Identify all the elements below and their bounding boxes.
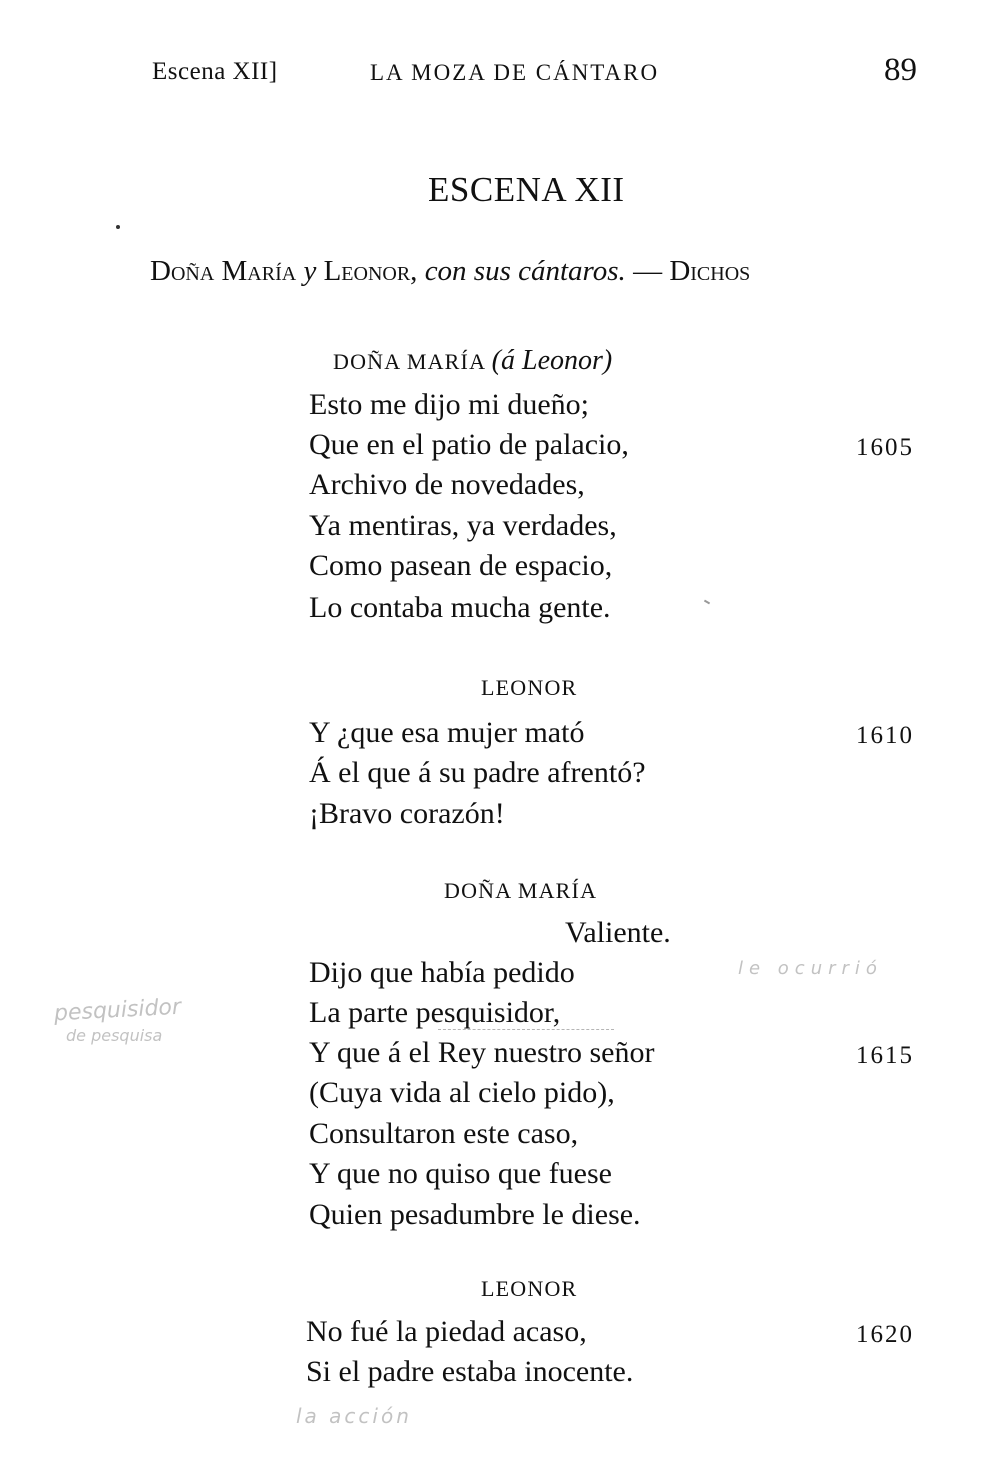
running-head-left: Escena XII] [152, 58, 278, 85]
verse-line: ¡Bravo corazón! [309, 797, 505, 830]
verse-line: No fué la piedad acaso, [306, 1315, 587, 1348]
verse-line: Quien pesadumbre le diese. [309, 1198, 641, 1231]
verse-line: Dijo que había pedido [309, 956, 575, 989]
cast-others: Dichos [669, 255, 751, 287]
verse-line: Lo contaba mucha gente. [309, 591, 611, 624]
pencil-underline [438, 1029, 614, 1030]
verse-line: Y ¿que esa mujer mató [309, 716, 585, 749]
page-number: 89 [884, 52, 917, 88]
verse-line: Ya mentiras, ya verdades, [309, 509, 617, 542]
verse-line: Á el que á su padre afrentó? [309, 756, 646, 789]
verse-line: Y que no quiso que fuese [309, 1157, 612, 1190]
line-number: 1605 [856, 434, 914, 461]
verse-line: Que en el patio de palacio, [309, 428, 629, 461]
speaker-name: LEONOR [481, 675, 578, 700]
pencil-note: le ocurrió [738, 958, 883, 979]
verse-line: Como pasean de espacio, [309, 549, 613, 582]
scene-title: ESCENA XII [428, 170, 625, 209]
verse-line: Esto me dijo mi dueño; [309, 388, 589, 421]
verse-line: (Cuya vida al cielo pido), [309, 1076, 615, 1109]
pencil-note: pesquisidor [53, 994, 182, 1027]
verse-line: La parte pesquisidor, [309, 996, 561, 1029]
stage-direction: (á Leonor) [491, 345, 613, 376]
cast-dash: — [633, 255, 663, 287]
pencil-note: la acción [296, 1404, 412, 1428]
verse-line: Valiente. [565, 916, 671, 949]
verse-line: Si el padre estaba inocente. [306, 1355, 634, 1388]
speaker-name: DOÑA MARÍA [444, 878, 598, 903]
cast-name-leonor: Leonor, [323, 255, 418, 287]
running-head-title: LA MOZA DE CÁNTARO [370, 60, 660, 85]
cast-name-dona-maria: Doña María [150, 255, 297, 287]
cast-conjunction: y [303, 255, 317, 287]
verse-line: Archivo de novedades, [309, 468, 585, 501]
cast-direction: con sus cántaros. [424, 255, 626, 287]
verse-line: Y que á el Rey nuestro señor [309, 1036, 655, 1069]
speaker-label [333, 345, 612, 377]
pencil-note: de pesquisa [66, 1026, 163, 1045]
pencil-tick-mark [704, 600, 710, 605]
speaker-name: DOÑA MARÍA [333, 349, 485, 374]
stray-dot-mark [116, 225, 120, 229]
line-number: 1610 [856, 722, 914, 749]
line-number: 1620 [856, 1321, 914, 1348]
line-number: 1615 [856, 1042, 914, 1069]
verse-line: Consultaron este caso, [309, 1117, 579, 1150]
cast-list [150, 255, 922, 288]
speaker-name: LEONOR [481, 1276, 578, 1301]
